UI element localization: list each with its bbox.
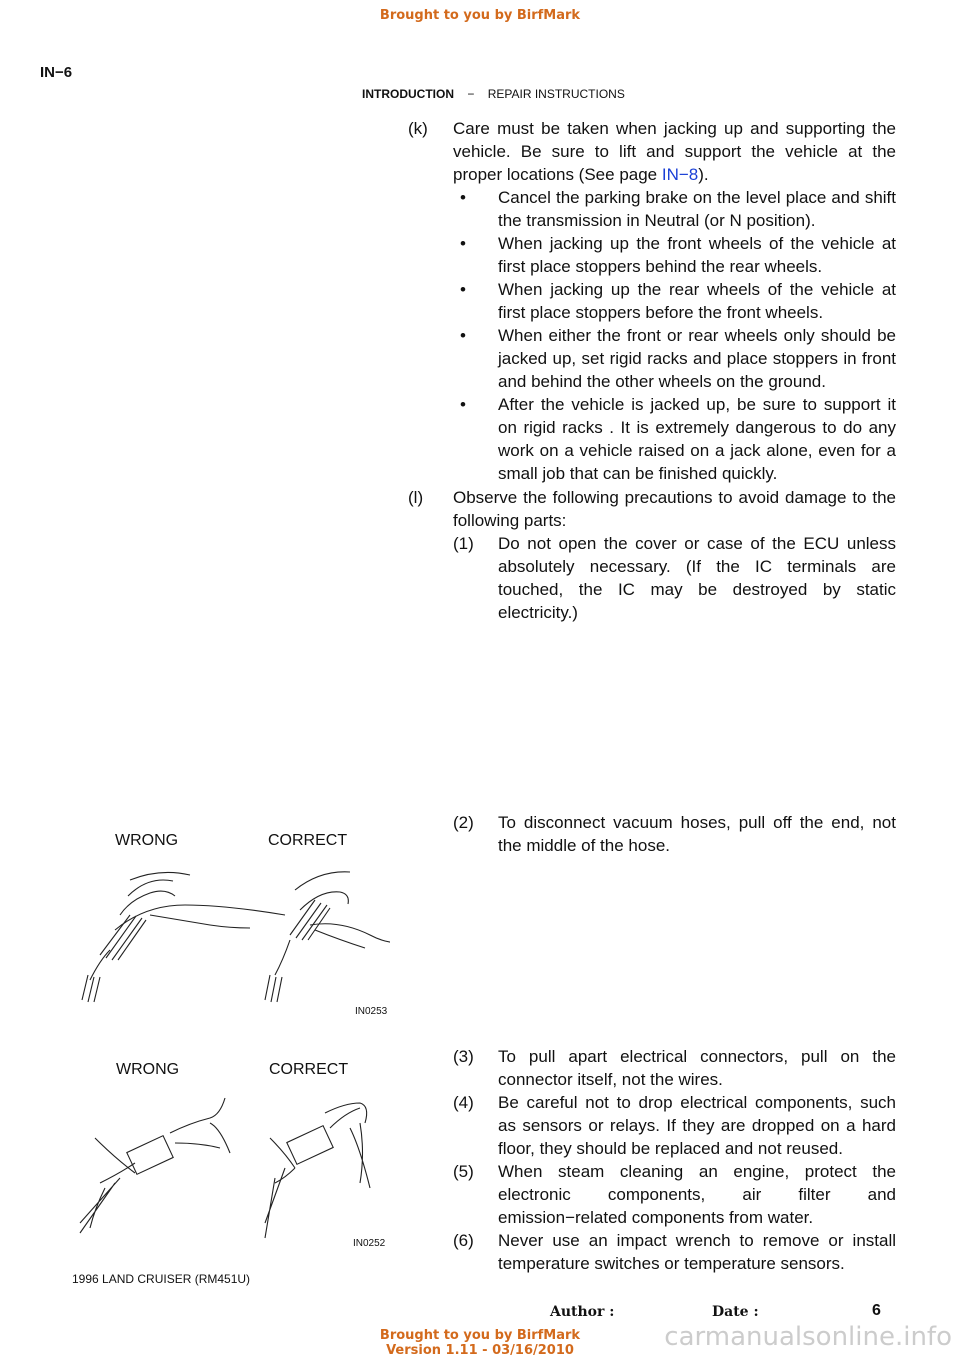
subitem-label: (3): [453, 1047, 474, 1066]
subitem-label: (1): [453, 534, 474, 553]
bottom-banner-line1: Brought to you by BirfMark: [379, 1328, 581, 1343]
item-k-text: [453, 117, 896, 186]
author-label: Author :: [550, 1304, 615, 1320]
subitem-text: Be careful not to drop electrical components, such as sensors or relays. If they are dropped on a hard floor, they should be replaced and not reused.: [498, 1093, 896, 1158]
bullet-marker: •: [460, 234, 466, 253]
item-k-label: (k): [408, 119, 428, 138]
header-subsection: REPAIR INSTRUCTIONS: [487, 87, 625, 101]
header-section: INTRODUCTION: [362, 87, 454, 101]
figure-connector: [60, 1058, 390, 1253]
bullet-item: After the vehicle is jacked up, be sure to support it on rigid racks . It is extremely dangerous to do any work on a vehicle raised on a jack alone, even for a small job that can be finished quickly.: [498, 395, 896, 483]
bottom-banner-line2: Version 1.11 - 03/16/2010: [386, 1343, 574, 1358]
subitem-text: Do not open the cover or case of the ECU unless absolutely necessary. (If the IC terminals are touched, the IC may be destroyed by static electricity.): [498, 534, 896, 622]
figure-label-wrong: WRONG: [115, 832, 179, 849]
page-number: 6: [872, 1302, 881, 1319]
figure-label-correct: CORRECT: [268, 832, 348, 849]
subitem-label: (5): [453, 1162, 474, 1181]
date-label: Date :: [712, 1304, 759, 1320]
bullet-marker: •: [460, 326, 466, 345]
section-header: [362, 87, 625, 101]
header-separator: −: [467, 87, 475, 101]
subitem-label: (4): [453, 1093, 474, 1112]
subitem-text: Never use an impact wrench to remove or install temperature switches or temperature sensors.: [498, 1231, 896, 1273]
page-id: IN−6: [40, 64, 73, 81]
figure-label-correct: CORRECT: [269, 1061, 349, 1078]
subitem-label: (6): [453, 1231, 474, 1250]
item-k-text-before: Care must be taken when jacking up and supporting the vehicle. Be sure to lift and support the vehicle at the proper locations (See page: [453, 119, 896, 184]
item-l-label: (l): [408, 488, 424, 507]
item-k-text-after: ).: [698, 165, 709, 184]
bullet-marker: •: [460, 395, 466, 414]
item-l-text: Observe the following precautions to avoid damage to the following parts:: [453, 488, 896, 530]
bullet-item: When either the front or rear wheels only should be jacked up, set rigid racks and place stoppers in front and behind the other wheels on the ground.: [498, 326, 896, 391]
footer-vehicle: 1996 LAND CRUISER (RM451U): [72, 1272, 251, 1286]
watermark: carmanualsonline.info: [664, 1322, 952, 1352]
subitem-label: (2): [453, 813, 474, 832]
subitem-text: When steam cleaning an engine, protect the electronic components, air filter and emission−related components from water.: [498, 1162, 896, 1227]
figure-id: IN0253: [355, 1006, 388, 1017]
figure-label-wrong: WRONG: [116, 1061, 180, 1078]
bullet-item: When jacking up the rear wheels of the vehicle at first place stoppers before the front wheels.: [498, 280, 896, 322]
bullet-marker: •: [460, 280, 466, 299]
bullet-item: Cancel the parking brake on the level place and shift the transmission in Neutral (or N position).: [498, 188, 896, 230]
subitem-text: To disconnect vacuum hoses, pull off the end, not the middle of the hose.: [498, 813, 896, 855]
figure-vacuum-hose: [60, 830, 390, 1020]
figure-id: IN0252: [353, 1238, 386, 1249]
top-banner: Brought to you by BirfMark: [379, 8, 581, 23]
bullet-marker: •: [460, 188, 466, 207]
bullet-item: When jacking up the front wheels of the vehicle at first place stoppers behind the rear wheels.: [498, 234, 896, 276]
subitem-text: To pull apart electrical connectors, pull on the connector itself, not the wires.: [498, 1047, 896, 1089]
hose-illustration: [60, 860, 390, 1020]
connector-illustration: [60, 1088, 390, 1253]
page-link-in8[interactable]: IN−8: [661, 165, 699, 184]
